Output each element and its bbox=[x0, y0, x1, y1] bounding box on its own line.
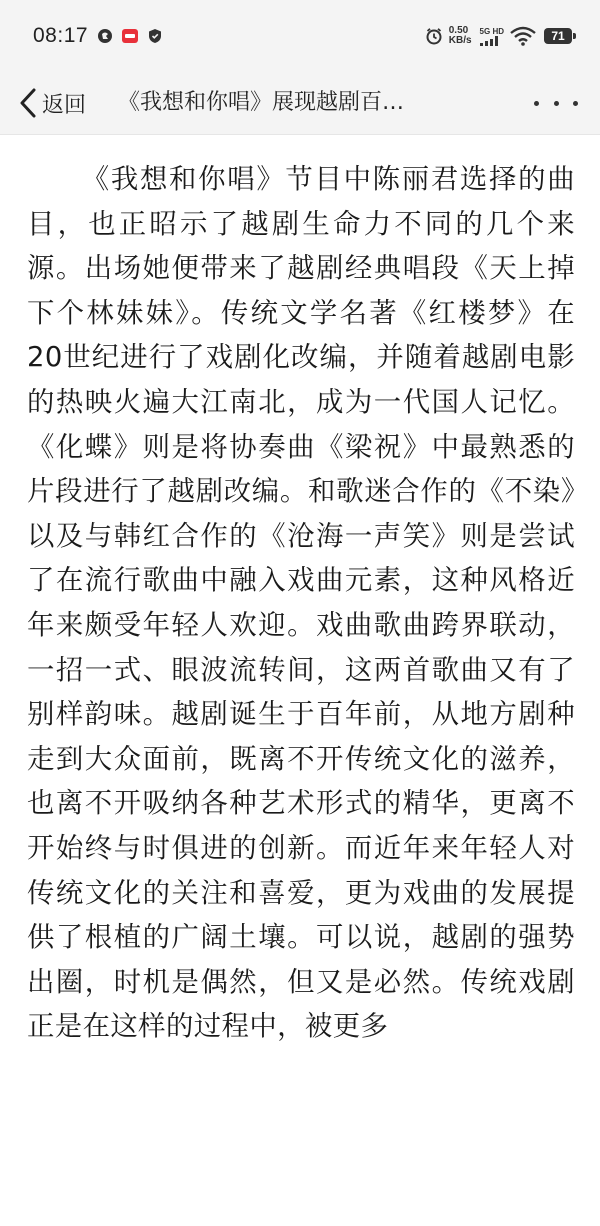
back-button[interactable] bbox=[18, 84, 86, 122]
chevron-left-icon bbox=[18, 87, 40, 119]
status-time: 08:17 bbox=[33, 24, 89, 47]
more-dot-icon bbox=[573, 101, 578, 106]
status-bar bbox=[0, 0, 600, 72]
more-options-button[interactable] bbox=[534, 86, 578, 120]
shield-icon bbox=[147, 28, 163, 44]
more-dot-icon bbox=[554, 101, 559, 106]
network-type bbox=[480, 27, 504, 46]
alarm-icon bbox=[425, 27, 443, 45]
network-speed bbox=[449, 26, 472, 46]
battery-indicator: 71 bbox=[544, 28, 572, 44]
network-speed-value: 0.50 bbox=[448, 25, 469, 36]
wifi-icon bbox=[510, 26, 536, 46]
app-notification-icon bbox=[122, 28, 138, 44]
signal-bars-icon bbox=[480, 36, 502, 46]
article-paragraph: 《我想和你唱》节目中陈丽君选择的曲目，也正昭示了越剧生命力不同的几个来源。出场她便带来了越剧经典唱段《天上掉下个林妹妹》。传统文学名著《红楼梦》在20世纪进行了戏剧化改编，并随着越剧电影的热映火遍大江南北，成为一代国人记忆。《化蝶》则是将协奏曲《梁祝》中最熟悉的片段进行了越剧改编。和歌迷合作的《不染》以及与韩红合作的《沧海一声笑》则是尝试了在流行歌曲中融入戏曲元素，这种风格近年来颇受年轻人欢迎。戏曲歌曲跨界联动，一招一式、眼波流转间，这两首歌曲又有了别样韵味。越剧诞生于百年前，从地方剧种走到大众面前，既离不开传统文化的滋养，也离不开吸纳各种艺术形式的精华，更离不开始终与时俱进的创新。而近年来年轻人对传统文化的关注和喜爱，更为戏曲的发展提供了根植的广阔土壤。可以说，越剧的强势出圈，时机是偶然，但又是必然。传统戏剧正是在这样的过程中，被更多 bbox=[27, 164, 575, 1043]
status-right-group bbox=[425, 24, 572, 48]
top-nav-bar bbox=[0, 72, 600, 135]
location-dot-icon bbox=[97, 28, 113, 44]
network-speed-unit: KB/s bbox=[448, 35, 472, 46]
network-type-top: 5G HD bbox=[479, 26, 504, 36]
back-label: 返回 bbox=[42, 92, 87, 118]
more-dot-icon bbox=[534, 101, 539, 106]
page-title: 《我想和你唱》展现越剧百… bbox=[118, 90, 405, 115]
